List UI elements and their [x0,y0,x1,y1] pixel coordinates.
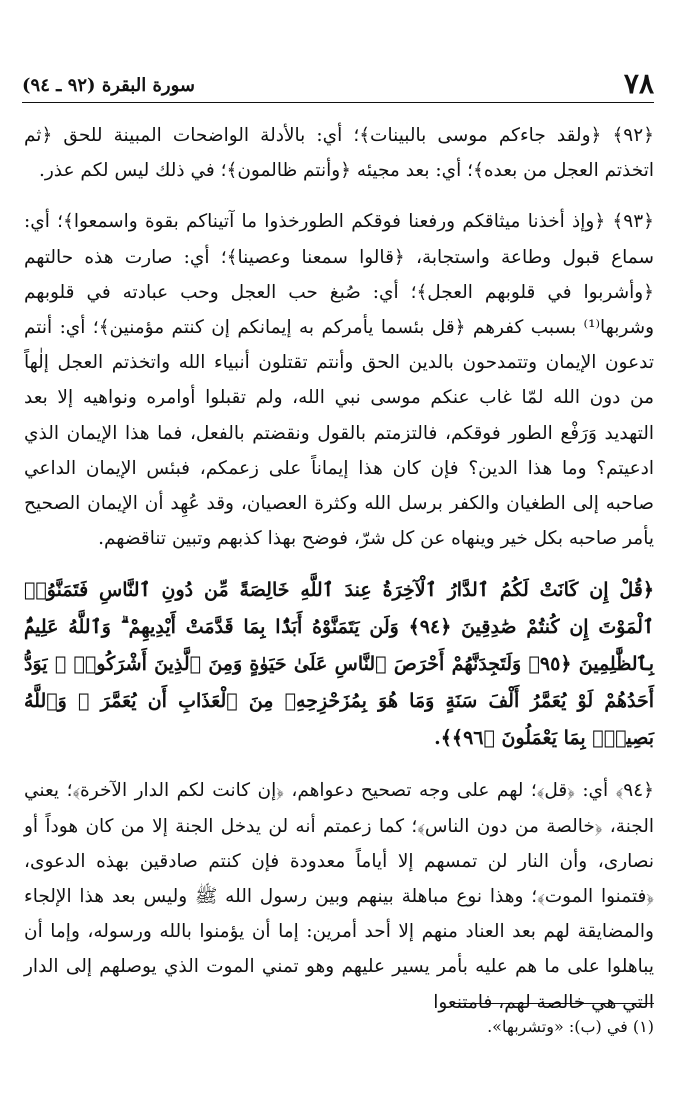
paragraph-verse-93: ﴿٩٣﴾ ﴿وإذ أخذنا ميثاقكم ورفعنا فوقكم الطورخذوا ما آتيناكم بقوة واسمعوا﴾؛ أي: سماع قبول وطاعة واستجابة، ﴿قالوا سمعنا وعصينا﴾؛ أي: صارت هذه حالتهم ﴿وأشربوا في قلوبهم العجل﴾؛ أي: صُبغ حب العجل وحب عبادته في قلوبهم وشربها⁽¹⁾ بسبب كفرهم ﴿قل بئسما يأمركم به إيمانكم إن كنتم مؤمنين﴾؛ أي: أنتم تدعون الإيمان وتتمدحون بالدين الحق وأنتم تقتلون أنبياء الله واتخذتم العجل إلٰهاً من دون الله لمّا غاب عنكم موسى نبي الله، ولم تقبلوا أوامره ونواهيه إلا بعد التهديد وَرَفْع الطور فوقكم، فالتزمتم بالقول ونقضتم بالفعل، فما هذا الإيمان الذي ادعيتم؟ وما هذا الدين؟ فإن كان هذا إيماناً على زعمكم، فبئس الإيمان الداعي صاحبه إلى الطغيان والكفر برسل الله وكثرة العصيان، وقد عُهِد أن الإيمان الصحيح يأمر صاحبه بكل خير وينهاه عن كل شرّ، فوضح بهذا كذبهم وتبين تناقضهم. [24,211,654,550]
page-header [22,62,654,103]
footnote: (١) في (ب): «وتشربها». [487,1017,654,1036]
quran-verse-block: ﴿قُلْ إِن كَانَتْ لَكُمُ ٱلدَّارُ ٱلْآخِرَةُ عِندَ ٱللَّهِ خَالِصَةً مِّن دُونِ ٱلنَّاسِ فَتَمَنَّوُا۟ ٱلْمَوْتَ إِن كُنتُمْ صَٰدِقِينَ ﴿٩٤﴾ وَلَن يَتَمَنَّوْهُ أَبَدًۢا بِمَا قَدَّمَتْ أَيْدِيهِمْ ۗ وَٱللَّهُ عَلِيمٌۢ بِٱلظَّٰلِمِينَ ﴿٩٥﴾ وَلَتَجِدَنَّهُمْ أَحْرَصَ ٱلنَّاسِ عَلَىٰ حَيَوٰةٍ وَمِنَ ٱلَّذِينَ أَشْرَكُوا۟ ۚ يَوَدُّ أَحَدُهُمْ لَوْ يُعَمَّرُ أَلْفَ سَنَةٍ وَمَا هُوَ بِمُزَحْزِحِهِۦ مِنَ ٱلْعَذَابِ أَن يُعَمَّرَ ۗ وَٱللَّهُ بَصِيرٌۢ بِمَا يَعْمَلُونَ ﴿٩٦﴾﴾. [24,579,655,750]
footnote-divider [454,1003,654,1004]
page-number: ٧٨ [623,67,654,100]
paragraph-verse-94: ﴿٩٤﴾ أي: ﴿قل﴾؛ لهم على وجه تصحيح دعواهم، ﴿إن كانت لكم الدار الآخرة﴾؛ يعني الجنة، ﴿خالصة من دون الناس﴾؛ كما زعمتم أنه لن يدخل الجنة إلا من كان هوداً أو نصارى، وأن النار لن تمسهم إلا أياماً معدودة فإن كنتم صادقين بهذه الدعوى، ﴿فتمنوا الموت﴾؛ وهذا نوع مباهلة بينهم وبين رسول الله ﷺ وليس بعد هذا الإلجاء والمضايقة لهم بعد العناد منهم إلا أحد أمرين: إما أن يؤمنوا بالله ورسوله، وإما أن يباهلوا على ما هم عليه بأمر يسير عليهم وهو تمني الموت الذي يوصلهم إلى الدار التي هي خالصة لهم، فامتنعوا [24,780,654,1013]
page-body [24,118,654,1036]
running-title: سورة البقرة (٩٢ ـ ٩٤) [22,75,195,96]
paragraph-verse-92: ﴿٩٢﴾ ﴿ولقد جاءكم موسى بالبينات﴾؛ أي: بالأدلة الواضحات المبينة للحق ﴿ثم اتخذتم العجل من بعده﴾؛ أي: بعد مجيئه ﴿وأنتم ظالمون﴾؛ في ذلك ليس لكم عذر. [24,125,654,182]
